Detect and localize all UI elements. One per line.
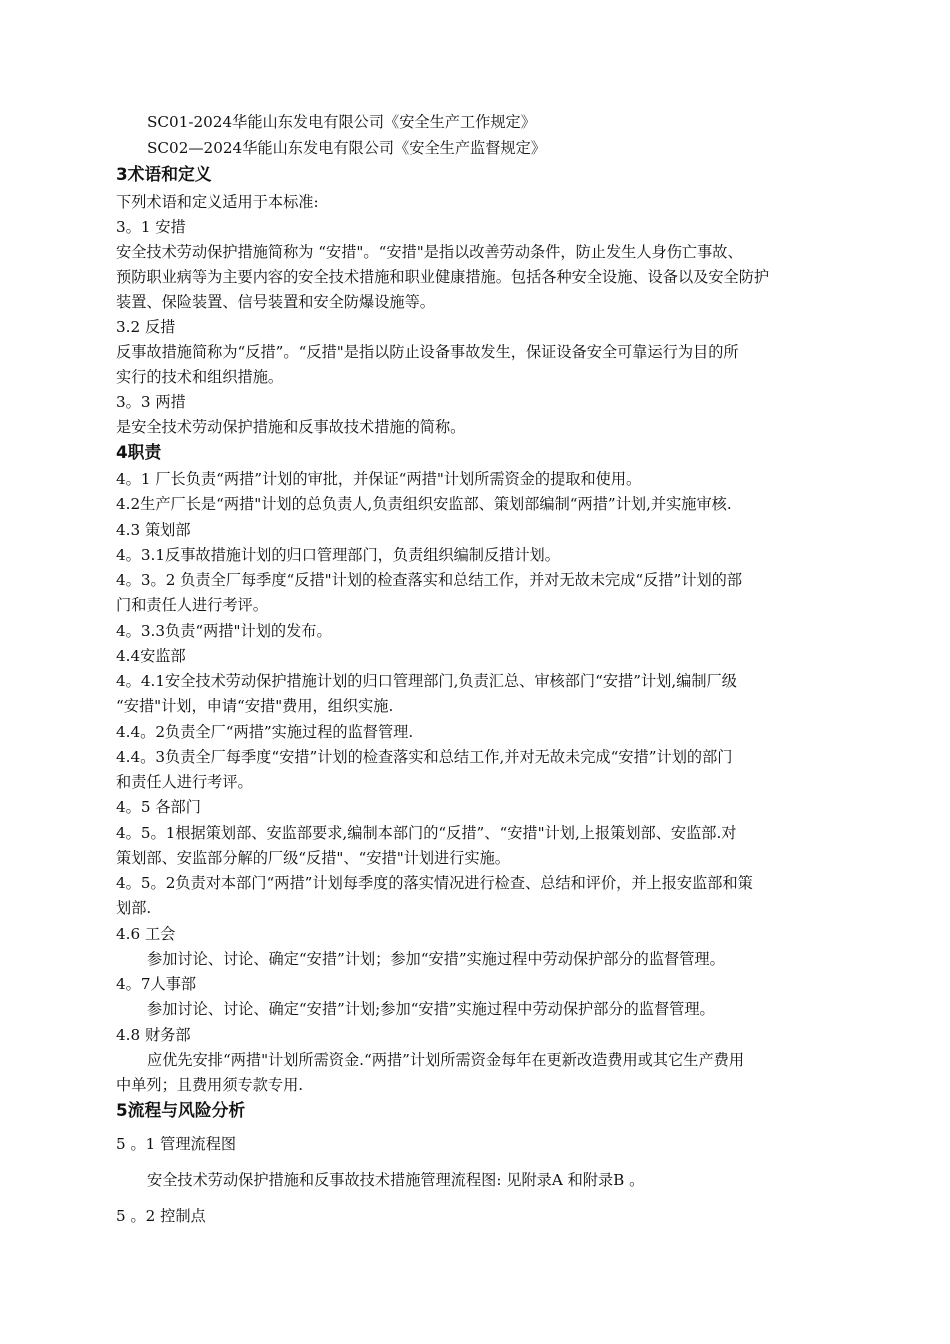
clause-line: 4。5。2负责对本部门“两措”计划每季度的落实情况进行检查、总结和评价，并上报安监部和策	[116, 874, 753, 892]
clause-line: 4。5 各部门	[116, 798, 201, 816]
clause-line: 4。7人事部	[116, 975, 197, 993]
clause-line: 中单列；且费用须专款专用.	[116, 1076, 304, 1094]
paragraph-line: 预防职业病等为主要内容的安全技术措施和职业健康措施。包括各种安全设施、设备以及安全防护	[116, 268, 770, 286]
clause-line: 门和责任人进行考评。	[116, 596, 268, 614]
clause-line: 4。1 厂长负责“两措”计划的审批，并保证“两措"计划所需资金的提取和使用。	[116, 470, 642, 488]
paragraph: 下列术语和定义适用于本标准:	[116, 193, 319, 211]
reference-line: SC01-2024华能山东发电有限公司《安全生产工作规定》	[147, 113, 536, 131]
clause-line: 4.6 工会	[116, 925, 176, 943]
subsection-title: 5 。2 控制点	[116, 1207, 206, 1225]
clause-line: 和责任人进行考评。	[116, 773, 253, 791]
paragraph-line: 安全技术劳动保护措施简称为 “安措"。“安措"是指以改善劳动条件，防止发生人身伤亡事故、	[116, 243, 743, 261]
clause-line: 参加讨论、讨论、确定“安措”计划；参加“安措”实施过程中劳动保护部分的监督管理。	[147, 950, 725, 968]
section-heading: 4职责	[116, 442, 162, 462]
term-title: 3。1 安措	[116, 218, 186, 236]
term-title: 3。3 两措	[116, 393, 186, 411]
clause-line: 4。3.3负责“两措"计划的发布。	[116, 622, 332, 640]
paragraph-line: 实行的技术和组织措施。	[116, 368, 284, 386]
clause-line: 策划部、安监部分解的厂级“反措"、“安措"计划进行实施。	[116, 849, 510, 867]
clause-line: 4.8 财务部	[116, 1026, 191, 1044]
clause-line: 4.4。3负责全厂每季度“安措”计划的检查落实和总结工作,并对无故未完成“安措”计划的部门	[116, 748, 733, 766]
clause-line: 4。3.1反事故措施计划的归口管理部门，负责组织编制反措计划。	[116, 546, 560, 564]
paragraph-line: 反事故措施简称为“反措”。“反措"是指以防止设备事故发生，保证设备安全可靠运行为目的所	[116, 343, 739, 361]
term-title: 3.2 反措	[116, 318, 176, 336]
clause-line: 4。4.1安全技术劳动保护措施计划的归口管理部门,负责汇总、审核部门“安措”计划,编制厂级	[116, 672, 737, 690]
clause-line: 4.4。2负责全厂“两措”实施过程的监督管理.	[116, 723, 414, 741]
clause-line: “安措"计划，申请“安措"费用，组织实施.	[116, 697, 394, 715]
paragraph-line: 安全技术劳动保护措施和反事故技术措施管理流程图: 见附录A 和附录B 。	[147, 1171, 645, 1189]
clause-line: 应优先安排“两措"计划所需资金.“两措”计划所需资金每年在更新改造费用或其它生产费用	[147, 1051, 745, 1069]
paragraph-line: 装置、保险装置、信号装置和安全防爆设施等。	[116, 293, 435, 311]
clause-line: 4.3 策划部	[116, 521, 191, 539]
clause-line: 划部.	[116, 899, 152, 917]
subsection-title: 5 。1 管理流程图	[116, 1135, 237, 1153]
clause-line: 4.2生产厂长是“两措"计划的总负责人,负责组织安监部、策划部编制“两措”计划,并实施审核.	[116, 495, 732, 513]
paragraph-line: 是安全技术劳动保护措施和反事故技术措施的简称。	[116, 418, 466, 436]
reference-line: SC02—2024华能山东发电有限公司《安全生产监督规定》	[147, 139, 546, 157]
clause-line: 4.4安监部	[116, 647, 186, 665]
clause-line: 参加讨论、讨论、确定“安措”计划;参加“安措”实施过程中劳动保护部分的监督管理。	[147, 1000, 715, 1018]
section-heading: 5流程与风险分析	[116, 1100, 246, 1120]
clause-line: 4。3。2 负责全厂每季度“反措"计划的检查落实和总结工作，并对无故未完成“反措”计划的部	[116, 571, 743, 589]
clause-line: 4。5。1根据策划部、安监部要求,编制本部门的“反措”、“安措"计划,上报策划部、安监部.对	[116, 824, 737, 842]
section-heading: 3术语和定义	[116, 164, 212, 184]
